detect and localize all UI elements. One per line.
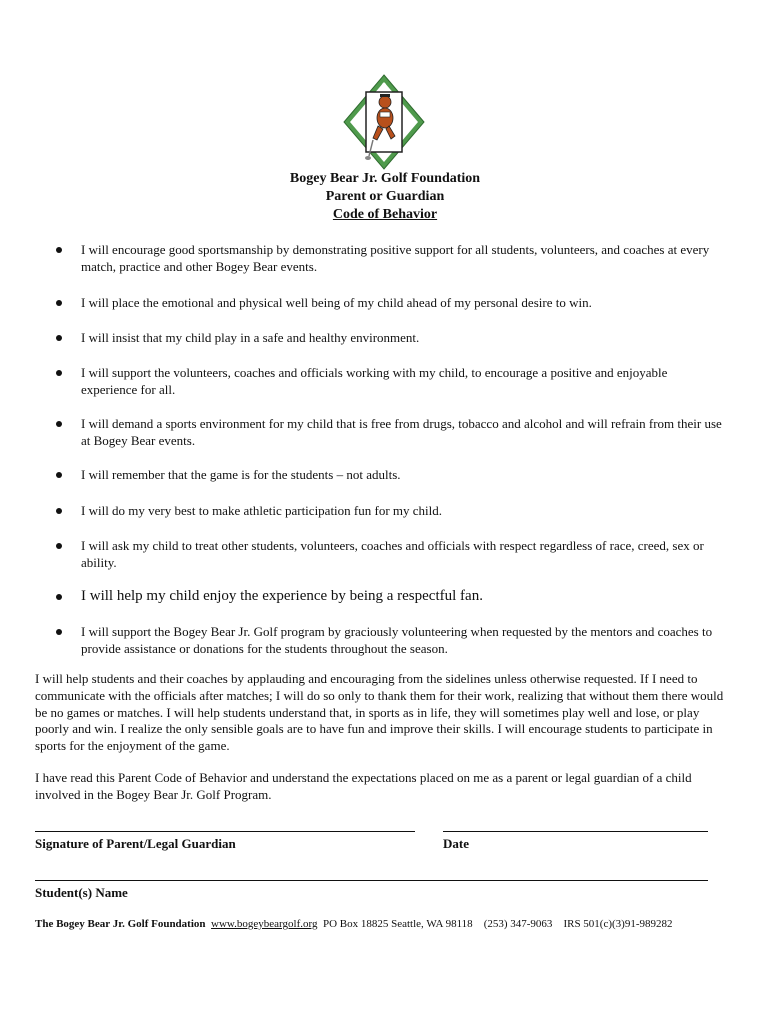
footer-contact: [35, 918, 735, 930]
document-title: [0, 170, 770, 224]
guardian-signature-label: Signature of Parent/Legal Guardian: [35, 836, 236, 851]
bullet-icon: [56, 508, 62, 514]
bullet-icon: [56, 421, 62, 427]
bullet-icon: [56, 472, 62, 478]
bullet-icon: [56, 370, 62, 376]
footer-phone: (253) 347-9063: [483, 918, 553, 930]
bullet-icon: [56, 629, 62, 635]
pledge-item: I will place the emotional and physical well being of my child ahead of my personal desire to win.: [56, 295, 726, 312]
acknowledgement-paragraph: I have read this Parent Code of Behavior and understand the expectations placed on me as a parent or legal guardian of a child involved in the Bogey Bear Jr. Golf Program.: [35, 770, 692, 802]
foundation-name: Bogey Bear Jr. Golf Foundation: [289, 171, 481, 186]
student-name-line[interactable]: [35, 880, 708, 881]
pledge-item: I will insist that my child play in a safe and healthy environment.: [56, 330, 726, 347]
website-link[interactable]: www.bogeybeargolf.org: [211, 918, 318, 930]
pledge-item: I will remember that the game is for the students – not adults.: [56, 467, 726, 484]
pledge-item: I will support the volunteers, coaches and officials working with my child, to encourage a positive and enjoyable experience for all.: [56, 365, 726, 398]
footer-address: PO Box 18825 Seattle, WA 98118: [322, 918, 473, 930]
pledge-item: I will demand a sports environment for my child that is free from drugs, tobacco and alcohol and will refrain from their use at Bogey Bear events.: [56, 416, 726, 449]
footer-irs: IRS 501(c)(3)91-989282: [563, 918, 673, 930]
guardian-signature-line[interactable]: [35, 831, 415, 832]
bullet-icon: [56, 300, 62, 306]
bogey-bear-logo: [343, 74, 425, 170]
audience-subtitle: Parent or Guardian: [325, 189, 445, 204]
bullet-icon: [56, 594, 62, 600]
bullet-icon: [56, 543, 62, 549]
pledge-item: I will ask my child to treat other students, volunteers, coaches and officials with respect regardless of race, creed, sex or ability.: [56, 538, 726, 571]
footer-org-name: The Bogey Bear Jr. Golf Foundation: [35, 918, 206, 930]
bullet-icon: [56, 335, 62, 341]
date-label: Date: [443, 836, 469, 851]
code-of-behavior-heading: Code of Behavior: [332, 207, 438, 222]
student-name-label: Student(s) Name: [35, 885, 128, 900]
pledge-item: I will encourage good sportsmanship by demonstrating positive support for all students, volunteers, and coaches at every match, practice and other Bogey Bear events.: [56, 242, 726, 275]
bullet-icon: [56, 247, 62, 253]
date-line[interactable]: [443, 831, 708, 832]
support-paragraph: I will help students and their coaches by applauding and encouraging from the sidelines unless otherwise requested. If I need to communicate with the officials after matches; I will do so only to thank them for their work, realizing that without them there would be no games or matches. I will help students understand that, in sports as in life, they will sometimes play well and lose, or play poorly and win. I realize the only sensible goals are to have fun and improve their skills. I will encourage students to participate in sports for the enjoyment of the game.: [35, 671, 724, 754]
pledge-item: I will support the Bogey Bear Jr. Golf program by graciously volunteering when requested by the mentors and coaches to provide assistance or donations for the students throughout the season.: [56, 624, 726, 657]
pledge-item: I will do my very best to make athletic participation fun for my child.: [56, 503, 726, 520]
pledge-item: I will help my child enjoy the experience by being a respectful fan.: [56, 588, 726, 605]
